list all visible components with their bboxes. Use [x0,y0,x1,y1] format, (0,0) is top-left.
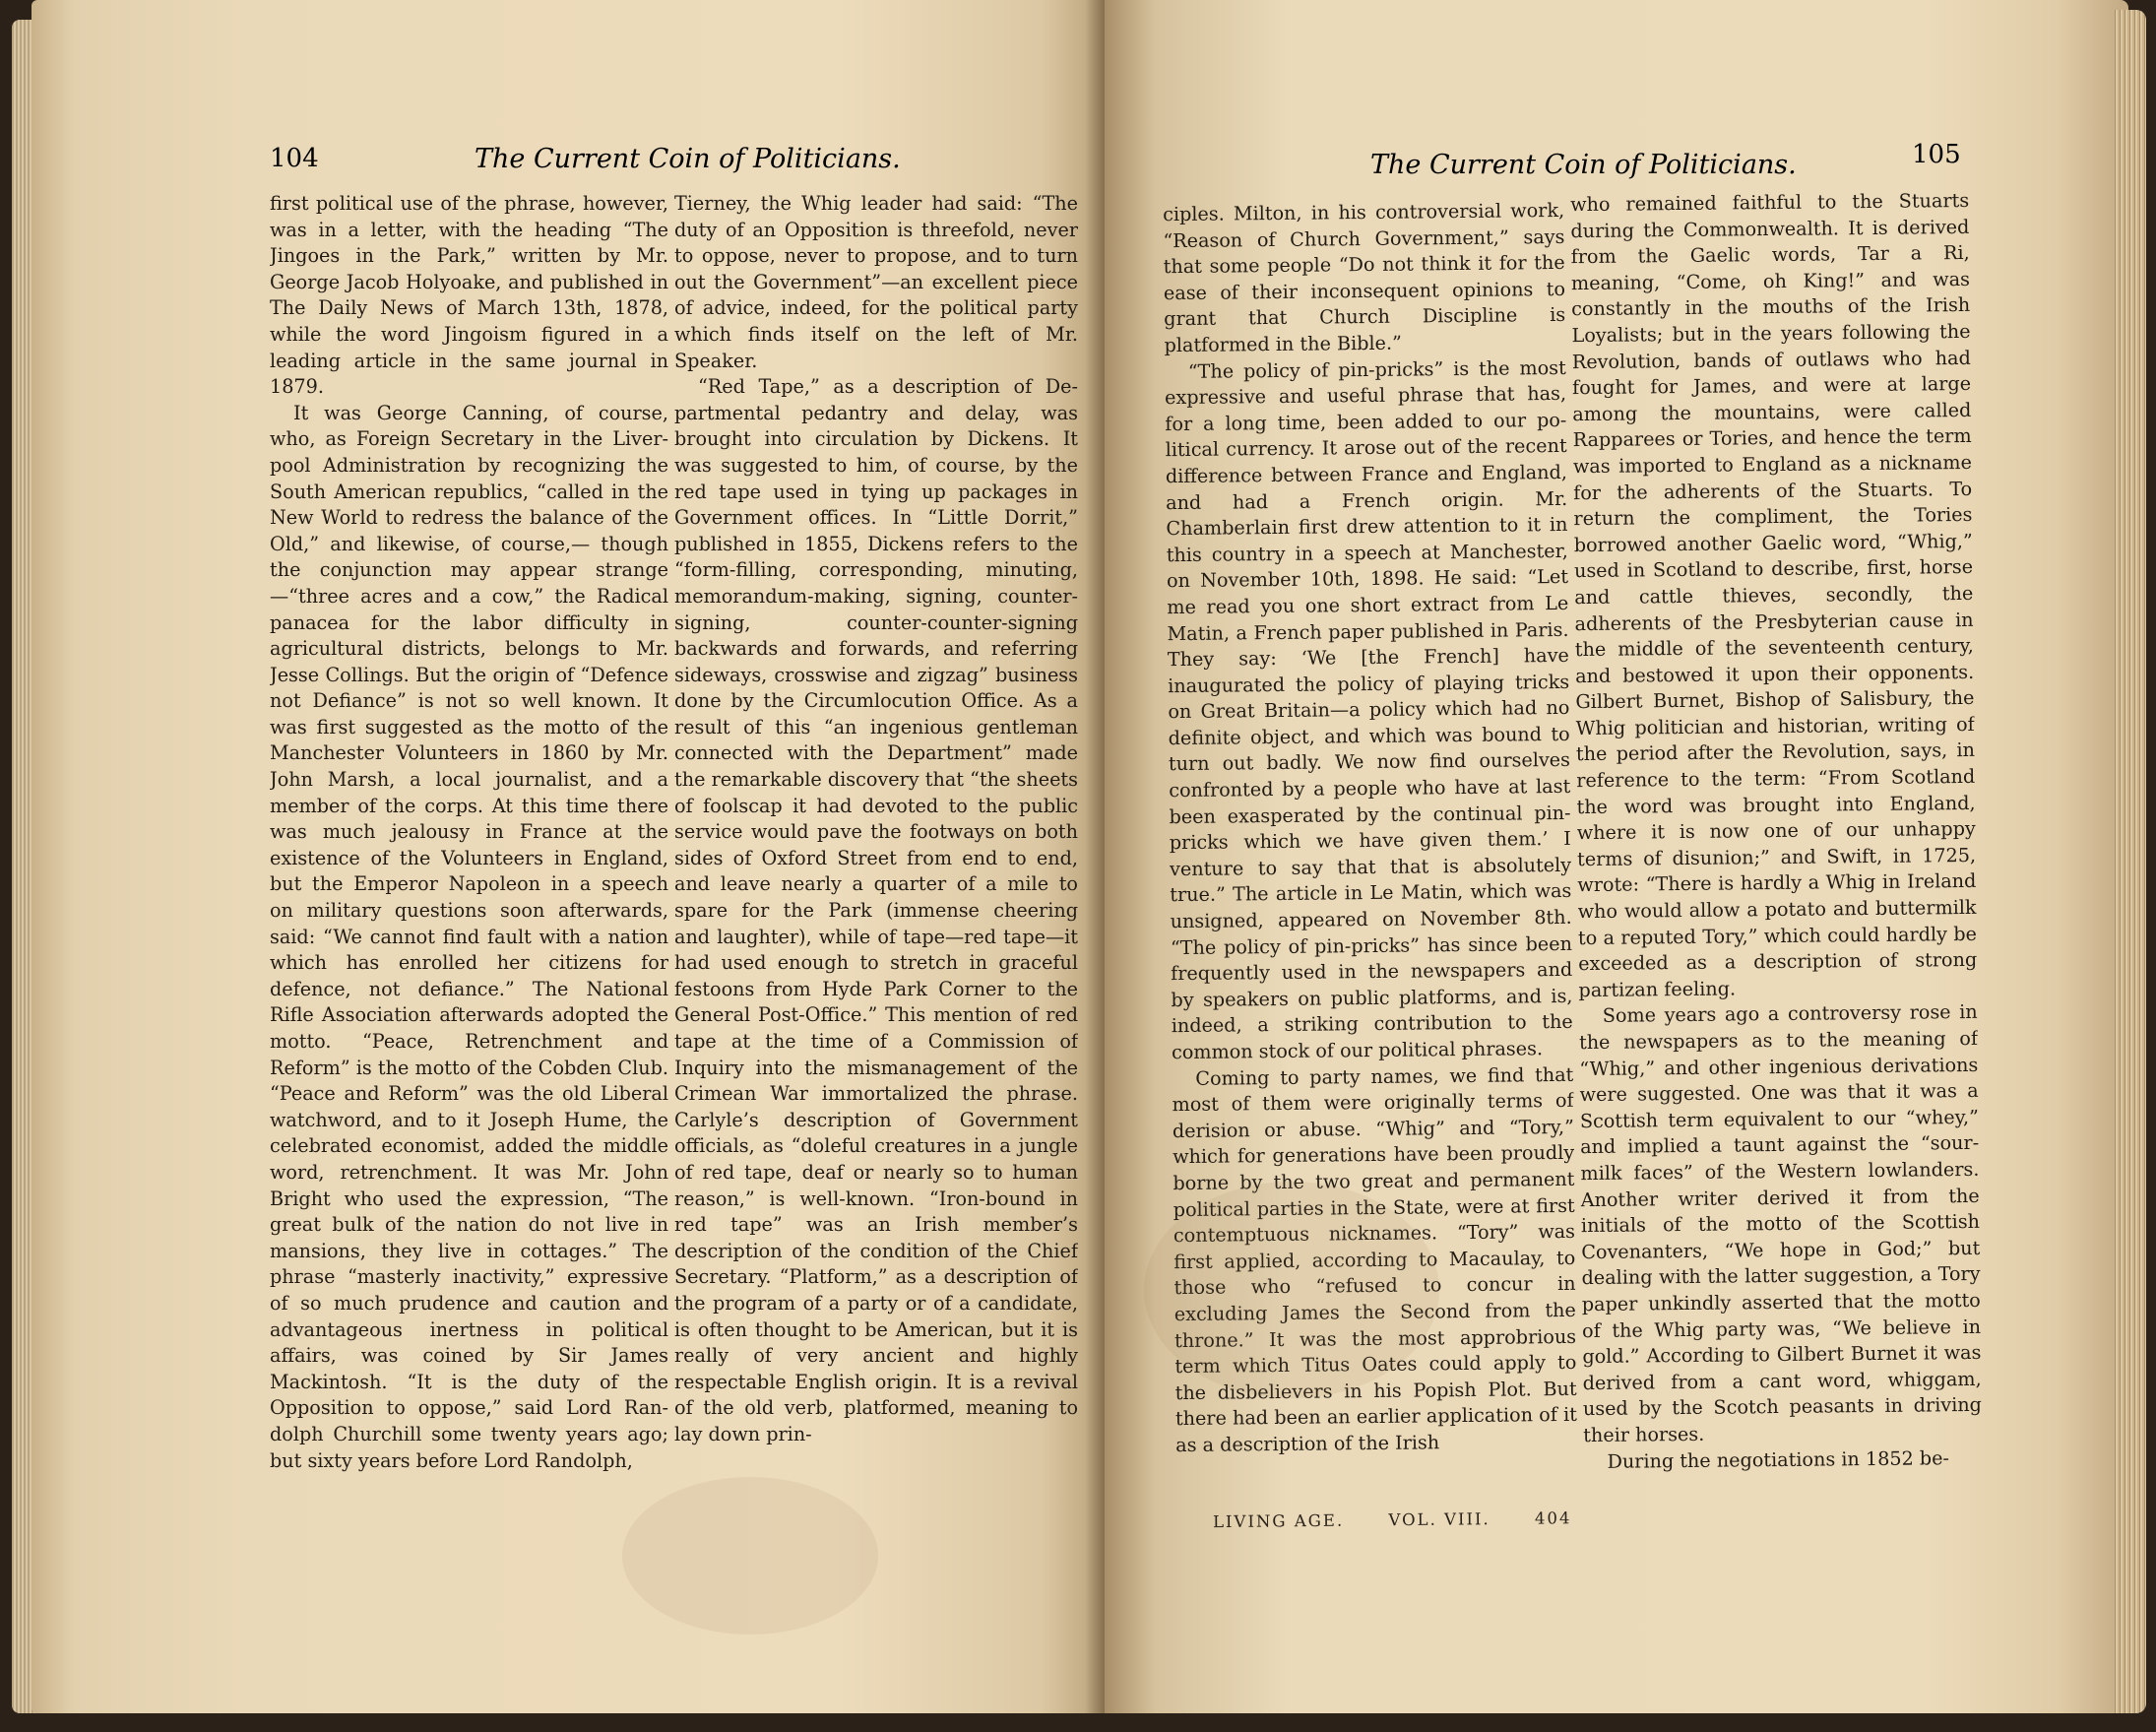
right-running-title: The Current Coin of Politicians. [1370,150,1797,180]
open-book [12,0,2146,1732]
paper-stain [622,1477,878,1635]
right-column-2 [1570,188,1983,1511]
left-page-number: 104 [270,144,319,173]
signature-number: 404 [1534,1508,1572,1528]
paragraph: first political use of the phrase, however, was in a letter, with the heading “The Jingoes in the Park,” written by Mr. George Jacob Holyoake, and published in The Daily News of March 13th, 1878, while the word Jingoism figured in a leading article in the same journal in 1879. [270,192,668,399]
paragraph: During the negotiations in 1852 be- [1607,1445,1950,1473]
signature-volume: VOL. VIII. [1388,1509,1490,1530]
signature-line [1213,1508,1610,1531]
paragraph: It was George Canning, of course, who, as Foreign Secretary in the Liverpool Administration by recognizing the South American republics, “called in the New World to redress the balance of the Old,” and likewise, of course,— though the conjunction may appear strange—“three acres and a cow,” the Radical panacea for the labor difficulty in agricultural districts, belongs to Mr. Jesse Collings. But the origin of “Defence not Defiance” is not so well known. It was first suggested as the motto of the Manchester Volunteers in 1860 by Mr. John Marsh, a local journalist, and a member of the corps. At this time there was much jealousy in France at the existence of the Volunteers in England, but the Emperor Napoleon in a speech on military questions soon afterwards, said: “We cannot find fault with a nation which has enrolled her citizens for defence, not defiance.” The National Rifle Association afterwards adopted the motto. “Peace, Retrenchment and Reform” is the motto of the Cobden Club. “Peace and Reform” was the old Liberal watchword, and to it Joseph Hume, the celebrated economist, added the middle word, retrenchment. It was Mr. John Bright who used the expression, “The great bulk of the nation do not live in mansions, they live in cottages.” The phrase “masterly inactivity,” expressive of so much prudence and caution and advantageous inertness in political affairs, was coined by Sir James Mackintosh. “It is the duty of the Opposition to oppose,” said Lord Randolph Churchill some twenty years ago; but sixty years before Lord Randolph, [270,401,668,1472]
left-column-2 [674,191,1078,1501]
paragraph: Coming to party names, we find that most of them were originally terms of derision or abuse. “Whig” and “Tory,” which for generations have been proudly borne by the two great and permanent political parties in the State, were at first contemptuous nicknames. “Tory” was first applied, according to Macaulay, to those who “refused to concur in excluding James the Second from the throne.” It was the most approbrious term which Titus Oates could apply to the disbelievers in his Popish Plot. But there had been an earlier application of it as a description of the Irish [1172,1062,1578,1457]
left-page [32,0,1105,1713]
right-page-edges [2113,10,2146,1713]
paper-stain [1144,1182,1439,1398]
left-running-title: The Current Coin of Politicians. [475,144,901,174]
paragraph: Some years ago a controversy rose in the newspapers as to the meaning of “Whig,” and other ingenious derivations were suggested. One was that it was a Scottish term equivalent to our “whey,” and implied a taunt against the “sour-milk faces” of the Western lowlanders. Another writer derived it from the initials of the motto of the Scottish Covenanters, “We hope in God;” but dealing with the latter suggestion, a Tory paper unkindly asserted that the motto of the Whig party was, “We believe in gold.” According to Gilbert Burnet it was derived from a cant word, whiggam, used by the Scotch peasants in driving their horses. [1578,1000,1983,1446]
left-column-1 [270,191,668,1501]
paragraph: “Red Tape,” as a description of Departmental pedantry and delay, was brought into circulation by Dickens. It was suggested to him, of course, by the red tape used in tying up packages in Government offices. In “Little Dorrit,” published in 1855, Dickens refers to the “form-filling, corresponding, minuting, memorandum-making, signing, counter-signing, counter-counter-signing backwards and forwards, and referring sideways, crosswise and zigzag” business done by the Circumlocution Office. As a result of this “an ingenious gentleman connected with the Department” made the remarkable discovery that “the sheets of foolscap it had devoted to the public service would pave the footways on both sides of Oxford Street from end to end, and leave nearly a quarter of a mile to spare for the Park (immense cheering and laughter), while of tape—red tape—it had used enough to stretch in graceful festoons from Hyde Park Corner to the General Post-Office.” This mention of red tape at the time of a Commission of Inquiry into the mismanagement of the Crimean War immortalized the phrase. Carlyle’s description of Government officials, as “doleful creatures in a jungle of red tape, deaf or nearly so to human reason,” is well-known. “Iron-bound in red tape” was an Irish member’s description of the condition of the Chief Secretary. “Platform,” as a description of the program of a party or of a candidate, is often thought to be American, but it is really of very ancient and highly respectable English origin. It is a revival of the old verb, platformed, meaning to lay down prin- [674,375,1078,1445]
paragraph: ciples. Milton, in his controversial work, “Reason of Church Government,” says that some people “Do not think it for the ease of their inconsequent opinions to grant that Church Discipline is platformed in the Bible.” [1163,198,1566,357]
paragraph: Tierney, the Whig leader had said: “The duty of an Opposition is threefold, never to oppose, never to propose, and to turn out the Government”—an excellent piece of advice, indeed, for the political party which finds itself on the left of Mr. Speaker. [674,192,1078,372]
paragraph: who remained faithful to the Stuarts during the Commonwealth. It is derived from the Gaelic words, Tar a Ri, meaning, “Come, oh King!” and was constantly in the mouths of the Irish Loyalists; but in the years following the Revolution, bands of outlaws who had fought for James, and were at large among the mountains, were called Rapparees or Tories, and hence the term was imported to England as a nickname for the adherents of the Stuarts. To return the compliment, the Tories borrowed another Gaelic word, “Whig,” used in Scotland to describe, first, horse and cattle thieves, secondly, the adherents of the Presbyterian cause in the middle of the seventeenth century, and bestowed it upon their opponents. Gilbert Burnet, Bishop of Salisbury, the Whig politician and historian, writing of the period after the Revolution, says, in reference to the term: “From Scotland the word was brought into England, where it is now one of our unhappy terms of disunion;” and Swift, in 1725, wrote: “There is hardly a Whig in Ireland who would allow a potato and buttermilk to a reputed Tory,” which could hardly be exceeded as a description of strong partizan feeling. [1570,188,1978,1001]
right-page-number: 105 [1912,140,1961,169]
paragraph: “The policy of pin-pricks” is the most expressive and useful phrase that has, for a long time, been added to our political currency. It arose out of the recent difference between France and England, and had a French origin. Mr. Chamberlain first drew attention to it in this country in a speech at Manchester, on November 10th, 1898. He said: “Let me read you one short extract from Le Matin, a French paper published in Paris. They say: ‘We [the French] have inaugurated the policy of playing tricks on Great Britain—a policy which had no definite object, and which was bound to turn out badly. We now find ourselves confronted by a people who have at last been exasperated by the continual pin-pricks which we have given them.’ I venture to say that that is absolutely true.” The article in Le Matin, which was unsigned, appeared on November 8th. “The policy of pin-pricks” has since been frequently used in the newspapers and by speakers on public platforms, and is, indeed, a striking contribution to the common stock of our political phrases. [1164,355,1573,1064]
right-page [1105,0,2128,1713]
signature-magazine: LIVING AGE. [1212,1510,1345,1532]
